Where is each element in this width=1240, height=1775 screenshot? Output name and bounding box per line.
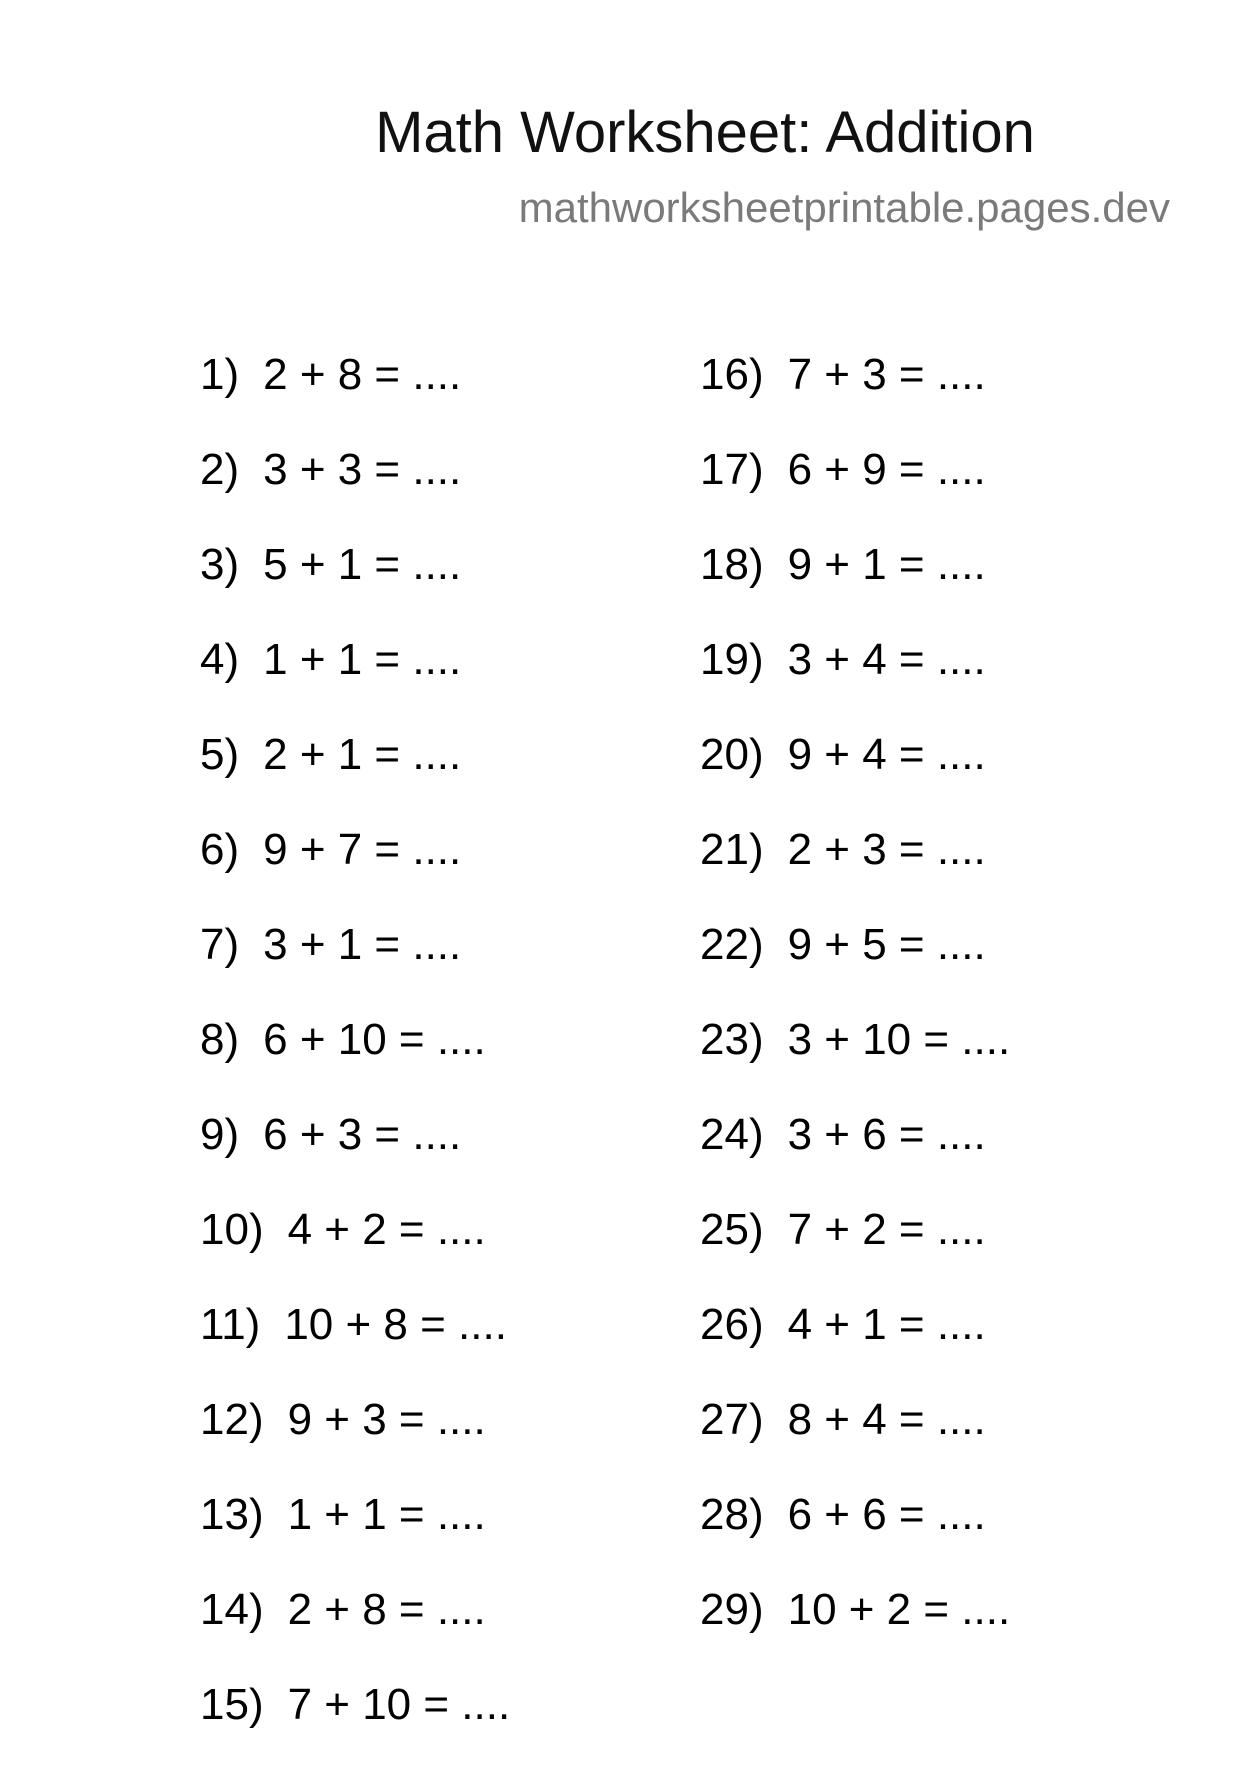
problem-number: 20): [700, 730, 764, 779]
problem-expression: 10 + 2 = ....: [787, 1585, 1011, 1634]
problem-expression: 8 + 4 = ....: [787, 1395, 986, 1444]
problem-expression: 5 + 1 = ....: [263, 540, 462, 589]
problem-7: [200, 920, 510, 1015]
problem-number: 23): [700, 1015, 764, 1064]
worksheet-title: Math Worksheet: Addition: [375, 100, 1035, 165]
problem-11: [200, 1300, 510, 1395]
problem-24: [700, 1110, 1010, 1205]
problem-expression: 4 + 2 = ....: [287, 1205, 486, 1254]
problem-number: 6): [200, 825, 240, 874]
problem-expression: 4 + 1 = ....: [787, 1300, 986, 1349]
problem-expression: 9 + 7 = ....: [263, 825, 462, 874]
problem-2: [200, 445, 510, 540]
website-url: mathworksheetprintable.pages.dev: [518, 184, 1170, 231]
problem-number: 3): [200, 540, 240, 589]
problem-expression: 9 + 5 = ....: [787, 920, 986, 969]
problem-number: 9): [200, 1110, 240, 1159]
problem-expression: 9 + 1 = ....: [787, 540, 986, 589]
problem-column-right: [700, 350, 1010, 1680]
problem-expression: 6 + 10 = ....: [263, 1015, 486, 1064]
problem-number: 1): [200, 350, 240, 399]
problem-number: 29): [700, 1585, 764, 1634]
problem-17: [700, 445, 1010, 540]
problem-expression: 3 + 4 = ....: [787, 635, 986, 684]
problem-expression: 3 + 3 = ....: [263, 445, 462, 494]
problem-number: 7): [200, 920, 240, 969]
problem-number: 17): [700, 445, 764, 494]
problem-number: 26): [700, 1300, 764, 1349]
problem-3: [200, 540, 510, 635]
problem-number: 21): [700, 825, 764, 874]
problem-13: [200, 1490, 510, 1585]
problem-number: 27): [700, 1395, 764, 1444]
problem-26: [700, 1300, 1010, 1395]
problem-number: 11): [200, 1300, 261, 1349]
problem-9: [200, 1110, 510, 1205]
problem-number: 2): [200, 445, 240, 494]
problem-number: 4): [200, 635, 240, 684]
problem-number: 18): [700, 540, 764, 589]
problem-number: 16): [700, 350, 764, 399]
problem-6: [200, 825, 510, 920]
problem-22: [700, 920, 1010, 1015]
problem-expression: 2 + 8 = ....: [263, 350, 462, 399]
problem-number: 19): [700, 635, 764, 684]
problem-number: 10): [200, 1205, 264, 1254]
problem-number: 28): [700, 1490, 764, 1539]
problem-5: [200, 730, 510, 825]
problem-number: 22): [700, 920, 764, 969]
problem-column-left: [200, 350, 510, 1775]
problem-25: [700, 1205, 1010, 1300]
problem-12: [200, 1395, 510, 1490]
problem-23: [700, 1015, 1010, 1110]
problem-number: 13): [200, 1490, 264, 1539]
problem-number: 15): [200, 1680, 264, 1729]
problem-1: [200, 350, 510, 445]
problem-expression: 2 + 1 = ....: [263, 730, 462, 779]
problem-14: [200, 1585, 510, 1680]
problem-expression: 6 + 9 = ....: [787, 445, 986, 494]
problem-number: 12): [200, 1395, 264, 1444]
problem-21: [700, 825, 1010, 920]
problem-expression: 3 + 10 = ....: [787, 1015, 1011, 1064]
problem-expression: 7 + 2 = ....: [787, 1205, 986, 1254]
problem-expression: 9 + 3 = ....: [287, 1395, 486, 1444]
problem-number: 5): [200, 730, 240, 779]
problem-expression: 3 + 1 = ....: [263, 920, 462, 969]
problem-expression: 2 + 3 = ....: [787, 825, 986, 874]
problem-expression: 7 + 10 = ....: [287, 1680, 511, 1729]
problem-27: [700, 1395, 1010, 1490]
problem-expression: 1 + 1 = ....: [287, 1490, 486, 1539]
problem-number: 25): [700, 1205, 764, 1254]
problem-expression: 6 + 6 = ....: [787, 1490, 986, 1539]
problem-expression: 10 + 8 = ....: [284, 1300, 507, 1349]
problem-expression: 1 + 1 = ....: [263, 635, 462, 684]
problem-expression: 2 + 8 = ....: [287, 1585, 486, 1634]
problem-expression: 6 + 3 = ....: [263, 1110, 462, 1159]
problem-10: [200, 1205, 510, 1300]
problem-18: [700, 540, 1010, 635]
problem-4: [200, 635, 510, 730]
problem-15: [200, 1680, 510, 1775]
problem-28: [700, 1490, 1010, 1585]
problem-number: 8): [200, 1015, 240, 1064]
problem-number: 14): [200, 1585, 264, 1634]
problem-16: [700, 350, 1010, 445]
problem-20: [700, 730, 1010, 825]
problem-8: [200, 1015, 510, 1110]
problem-number: 24): [700, 1110, 764, 1159]
problem-expression: 7 + 3 = ....: [787, 350, 986, 399]
problem-29: [700, 1585, 1010, 1680]
problem-19: [700, 635, 1010, 730]
problem-expression: 3 + 6 = ....: [787, 1110, 986, 1159]
problem-expression: 9 + 4 = ....: [787, 730, 986, 779]
